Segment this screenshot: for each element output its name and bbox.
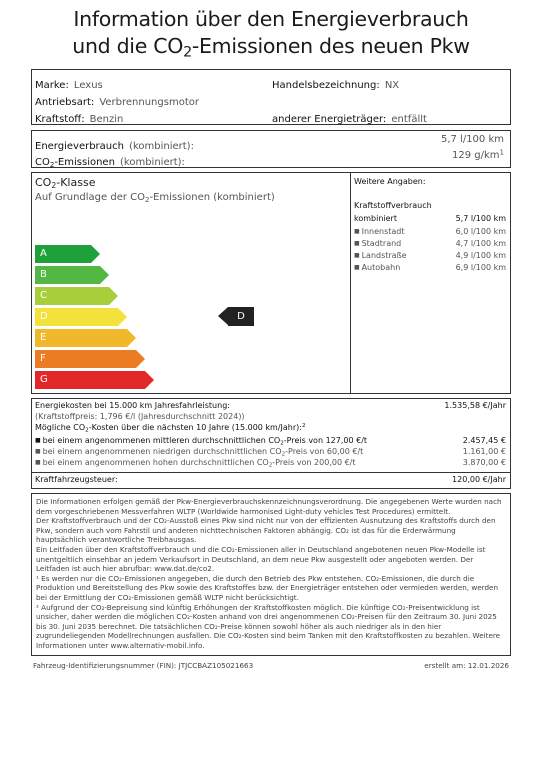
footnote-2: ² Aufgrund der CO₂-Bepreisung sind künftig Erhöhungen der Kraftstoffkosten möglich. Die künftige CO₂-Preisentwicklung ist unsicher, daher werden die möglichen CO₂-Kosten anhand von drei angenommenen CO₂-Preisen für den Zeitraum 30. Juni 2025 bis 30. Juni 2035 berechnet. Die tatsächlichen CO₂-Preise können sowohl höher als auch niedriger als in den hier zugrundeliegenden Modellrechnungen ausfallen. Die CO₂-Kosten sind beim Tanken mit den Kraftstoffkosten zu bezahlen. Weitere Informationen unter www.alternativ-mobil.info. [36, 602, 501, 650]
notes-box [31, 493, 511, 656]
further-item-label: ■ Innenstadt [354, 227, 405, 236]
vehicle-info-box: Marke: Lexus Handelsbezeichnung: NX Antriebsart: Verbrennungsmotor Kraftstoff: Benzin anderer Energieträger: entfällt [31, 69, 511, 125]
page-title-line1: Information über den Energieverbrauch [73, 7, 469, 31]
further-item-value: 6,9 l/100 km [455, 263, 506, 272]
further-item-label: ■ Stadtrand [354, 239, 401, 248]
class-bar-e: E [35, 329, 127, 347]
antrieb-value: Verbrennungsmotor [99, 97, 199, 108]
further-section: Kraftstoffverbrauch [354, 201, 432, 210]
costs-box [31, 398, 511, 489]
page-title-line2: und die $CO_2$-Emissionen des neuen Pkw [72, 34, 470, 61]
co2-class-subtitle: Auf Grundlage der $CO_2$-Emissionen (kombiniert) [35, 192, 275, 204]
moeglich-label: Mögliche $CO_2$-Kosten über die nächsten 10 Jahre (15.000 km/Jahr):$^2$ [35, 423, 306, 434]
hoch-value: 3.870,00 € [462, 458, 506, 467]
note-paragraph: Ein Leitfaden über den Kraftstoffverbrauch und die CO₂-Emissionen aller in Deutschland angebotenen neuen Pkw-Modelle ist unentgeltlich einsehbar an jedem Verkaufsort in Deutschland, an dem neue Pkw ausgestellt oder angeboten werden. Der Leitfaden ist auch hier abrufbar: www.dat.de/co2. [36, 544, 486, 574]
fin-number: Fahrzeug-Identifizierungsnummer (FIN): JTJCCBAZ105021663 [33, 661, 254, 670]
mittel-label: ■ bei einem angenommenen mittleren durchschnittlichen $CO_2$-Preis von 127,00 €/t [35, 436, 367, 445]
class-bar-a: A [35, 245, 91, 263]
co2-class-title: $CO_2$-Klasse [35, 176, 96, 190]
energiekosten-label: Energiekosten bei 15.000 km Jahresfahrleistung: [35, 401, 230, 410]
created-date: erstellt am: 12.01.2026 [424, 661, 509, 670]
further-item-value: 4,9 l/100 km [455, 251, 506, 260]
marke-value: Lexus [73, 80, 103, 91]
footnote-1: ¹ Es werden nur die CO₂-Emissionen angegeben, die durch den Betrieb des Pkw entstehen. CO₂-Emissionen, die durch die Produktion und Bereitstellung des Pkw sowie des Kraftstoffes bzw. der Energieträger entstehen oder vermieden werden, werden bei der Ermittlung der CO₂-Emissionen gemäß WLTP nicht berücksichtigt. [36, 573, 499, 602]
co2-value: 129 $g/km^1$ [452, 148, 504, 161]
kraftstoffpreis: (Kraftstoffpreis: 1,796 €/l (Jahresdurchschnitt 2024)) [35, 412, 245, 421]
kraftstoff-value: Benzin [89, 114, 124, 125]
hoch-label: ■ bei einem angenommenen hohen durchschnittlichen $CO_2$-Preis von 200,00 €/t [35, 458, 356, 467]
class-bar-b: B [35, 266, 100, 284]
further-item-value: 4,7 l/100 km [455, 239, 506, 248]
class-bar-f: F [35, 350, 136, 368]
steuer-label: Kraftfahrzeugsteuer: [35, 475, 118, 484]
consumption-box: Energieverbrauch (kombiniert): 5,7 l/100 km $CO_2$-Emissionen (kombiniert): 129 $g/km^1$ [31, 130, 511, 168]
class-bar-c: C [35, 287, 109, 305]
kombiniert-label: kombiniert [354, 214, 397, 223]
class-bar-g: G [35, 371, 145, 389]
handel-value: NX [384, 80, 400, 91]
further-item-value: 6,0 l/100 km [455, 227, 506, 236]
further-title: Weitere Angaben: [354, 177, 426, 186]
mittel-value: 2.457,45 € [462, 436, 506, 445]
energie-value: 5,7 l/100 km [440, 134, 504, 145]
note-paragraph: Der Kraftstoffverbrauch und der CO₂-Ausstoß eines Pkw sind nicht nur von der effizienten Ausnutzung des Kraftstoffs durch den Pkw, sondern auch vom Fahrstil und anderen nichttechnischen Faktoren abhängig. CO₂ ist das für die Erderwärmung hauptsächlich verantwortliche Treibhausgas. [36, 516, 496, 545]
class-bar-d: D [35, 308, 118, 326]
note-paragraph: Die Informationen erfolgen gemäß der Pkw-Energieverbrauchskennzeichnungsverordnung. Die angegebenen Werte wurden nach dem vorgeschriebenen Messverfahren WLTP (Worldwide harmonised Light-duty vehicles Test Procedures) ermittelt. [36, 497, 502, 516]
steuer-value: 120,00 €/Jahr [452, 475, 506, 484]
anderer-value: entfällt [391, 114, 427, 125]
energiekosten-value: 1.535,58 €/Jahr [444, 401, 506, 410]
niedrig-value: 1.161,00 € [462, 447, 506, 456]
niedrig-label: ■ bei einem angenommenen niedrigen durchschnittlichen $CO_2$-Preis von 60,00 €/t [35, 447, 363, 456]
further-item-label: ■ Autobahn [354, 263, 400, 272]
kombiniert-value: 5,7 l/100 km [455, 214, 506, 223]
current-class-pointer: D [228, 307, 254, 326]
further-item-label: ■ Landstraße [354, 251, 407, 260]
